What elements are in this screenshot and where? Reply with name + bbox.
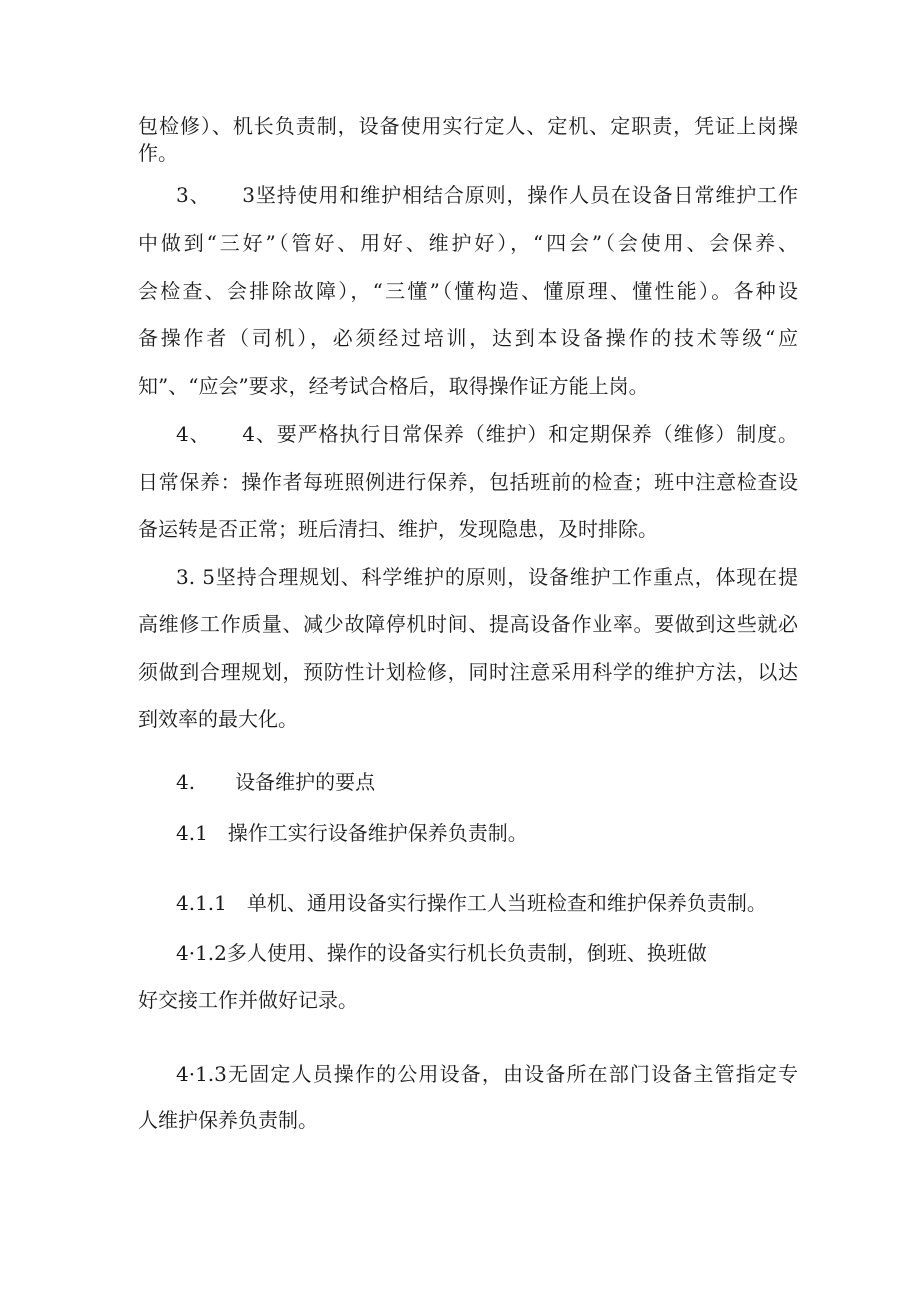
text-line: 4.1.1 单机、通用设备实行操作工人当班检查和维护保养负责制。 <box>176 891 767 915</box>
text-line: 中做到“三好”（管好、用好、维护好），“四会”（会使用、会保养、 <box>138 231 798 255</box>
text-line: 3. 5坚持合理规划、科学维护的原则，设备维护工作重点，体现在提 <box>176 565 798 589</box>
text-line: 好交接工作并做好记录。 <box>138 988 358 1012</box>
text-line: 须做到合理规划，预防性计划检修，同时注意采用科学的维护方法，以达 <box>138 660 798 684</box>
text-line: 备操作者（司机），必须经过培训，达到本设备操作的技术等级“应 <box>138 326 798 350</box>
text-line: 人维护保养负责制。 <box>138 1108 318 1132</box>
text-line: 知”、“应会”要求，经考试合格后，取得操作证方能上岗。 <box>138 374 649 398</box>
text-line: 包检修）、机长负责制，设备使用实行定人、定机、定职责，凭证上岗操 <box>138 114 798 138</box>
text-line: 4·1.3无固定人员操作的公用设备，由设备所在部门设备主管指定专 <box>176 1062 798 1086</box>
text-line: 备运转是否正常；班后清扫、维护，发现隐患，及时排除。 <box>138 517 658 541</box>
text-line: 作。 <box>138 141 178 165</box>
section-heading: 4. 设备维护的要点 <box>176 770 376 794</box>
text-line: 日常保养：操作者每班照例进行保养，包括班前的检查；班中注意检查设 <box>138 470 798 494</box>
text-line: 4、 4、要严格执行日常保养（维护）和定期保养（维修）制度。 <box>176 422 798 446</box>
text-line: 高维修工作质量、减少故障停机时间、提高设备作业率。要做到这些就必 <box>138 612 798 636</box>
text-line: 到效率的最大化。 <box>138 707 298 731</box>
text-line: 3、 3坚持使用和维护相结合原则，操作人员在设备日常维护工作 <box>176 183 798 207</box>
subsection-heading: 4.1 操作工实行设备维护保养负责制。 <box>176 821 528 845</box>
text-line: 4·1.2多人使用、操作的设备实行机长负责制，倒班、换班做 <box>176 941 707 965</box>
text-line: 会检查、会排除故障），“三懂”（懂构造、懂原理、懂性能）。各种设 <box>138 279 798 303</box>
